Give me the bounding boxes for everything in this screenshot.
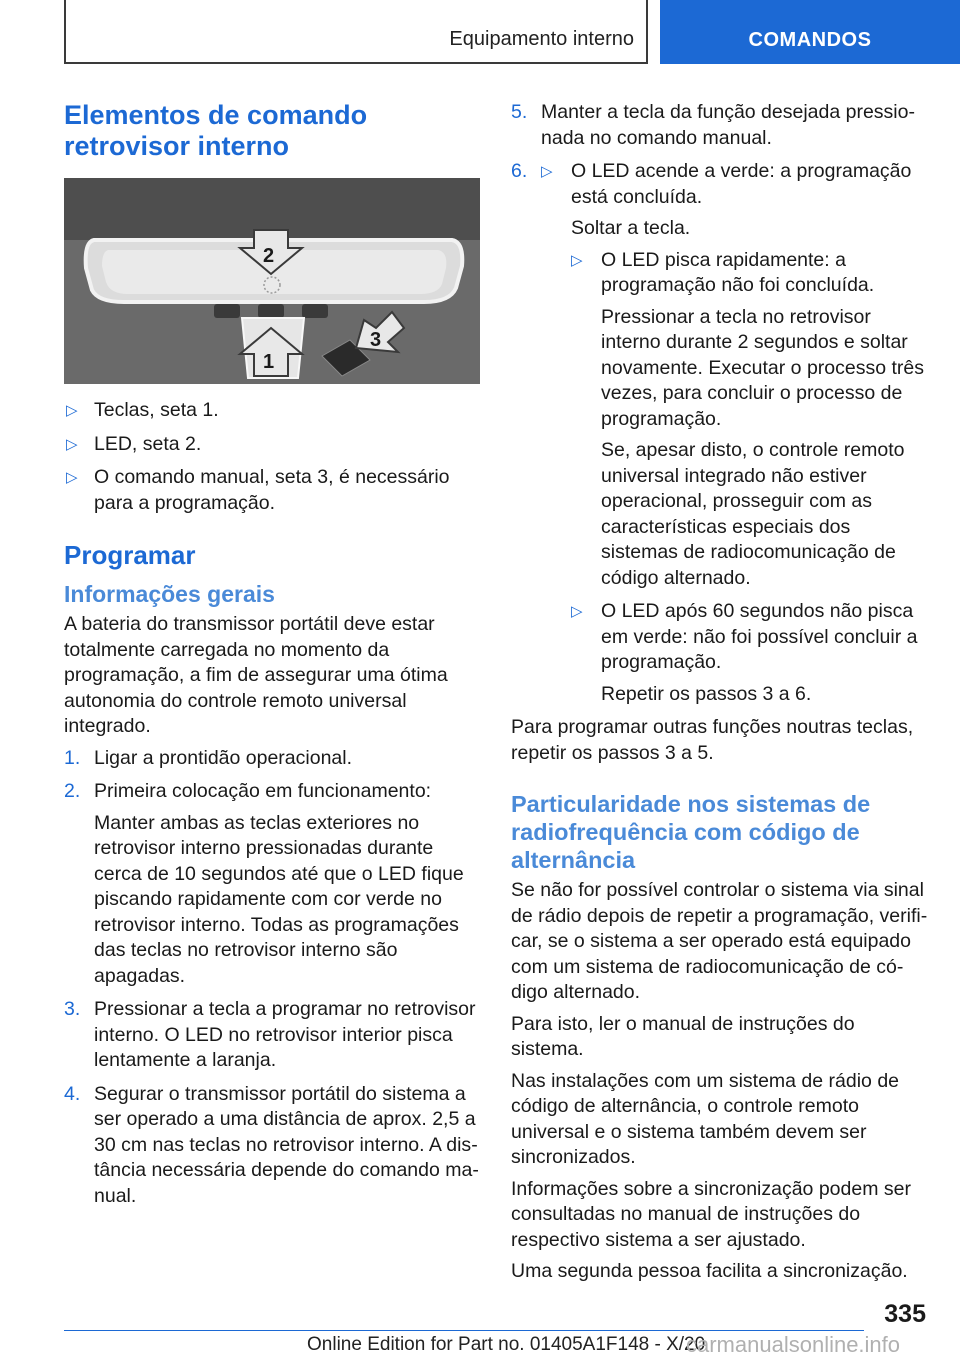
triangle-bullet-icon: ▷ — [66, 469, 78, 486]
page-number: 335 — [884, 1300, 926, 1328]
header-chapter-label: COMANDOS — [748, 28, 872, 51]
figure-label-1: 1 — [263, 351, 275, 373]
figure-legend-list — [64, 398, 480, 516]
figure-label-3: 3 — [370, 329, 382, 351]
left-column — [64, 100, 480, 1217]
page-title: Elementos de comando retrovisor interno — [64, 100, 368, 161]
subsection-title-particularidade: Particularidade nos sistemas de radiofrequência com código de alternância — [511, 791, 871, 873]
header-chapter-tab[interactable] — [660, 0, 960, 64]
list-item: ▷ Teclas, seta 1. — [64, 398, 480, 424]
intro-paragraph: A bateria do transmissor portátil deve estar totalmente carregada no momento da programação, a fim de assegurar uma ótima autonomia do controle remoto universal integrado. — [64, 613, 448, 737]
after-steps-paragraph: Para programar outras funções noutras teclas, repetir os passos 3 a 5. — [511, 716, 914, 764]
list-item: ▷ LED, seta 2. — [64, 432, 480, 458]
step-item: 2. Primeira colocação em funcionamento: Manter ambas as teclas exteriores no retrovisor interno pressionadas durante cerca de 10 segundos até que o LED fique piscando rapidamente com cor verde no retrovisor interno. Todas as programações das teclas no retrovisor interno são apagadas. — [64, 780, 464, 987]
section-title-programar: Programar — [64, 540, 196, 570]
paragraph: Informações sobre a sincronização podem ser consultadas no manual de instruções do respectivo sistema a ser ajustado. — [511, 1177, 911, 1251]
step-item: 3. Pressionar a tecla a programar no retrovisor interno. O LED no retrovisor interior pisca lentamente a laranja. — [64, 998, 476, 1071]
triangle-bullet-icon: ▷ — [571, 603, 583, 620]
figure-label-2: 2 — [263, 245, 275, 267]
paragraph: Uma segunda pessoa facilita a sincronização. — [511, 1260, 908, 1282]
triangle-bullet-icon: ▷ — [541, 163, 553, 180]
list-item: ▷ O LED pisca rapidamente: a programação não foi concluída. Pressionar a tecla no retrovisor interno durante 2 segundos e soltar novamente. Executar o processo três vezes, para concluir o processo de programação. Se, apesar disto, o controle remoto universal integrado não estiver operacional, prosseguir com as características especiais dos sistemas de radiocomunicação de código alternado. — [571, 248, 924, 589]
step-item: 5. Manter a tecla da função desejada pressionada no comando manual. — [511, 101, 915, 149]
programming-steps-continued — [511, 100, 929, 707]
step-item: 1. Ligar a prontidão operacional. — [64, 746, 353, 769]
watermark: carmanualsonline.info — [686, 1332, 901, 1357]
list-item: ▷ O LED após 60 segundos não pisca em verde: não foi possível concluir a programação. Repetir os passos 3 a 6. — [571, 600, 918, 705]
mirror-illustration — [64, 178, 480, 384]
mirror-drawing — [64, 178, 480, 384]
step-item: 6. ▷ O LED acende a verde: a programação está concluída. Soltar a tecla. ▷ O LED pisca rapidamente: a programação não foi concluída. Pressionar a tecla no retrovisor interno durante 2 segundos e soltar novamente. Executar o processo três vezes, para concluir o processo de programação. Se, apesar disto, o controle remoto universal integrado não estiver operacional, prosseguir com as características especiais dos sistemas de radiocomunicação de código alternado. ▷ O LED após 60 segundos não pisca em verde: não foi possível concluir a programação. Repetir os passos 3 a 6. — [511, 159, 929, 707]
header-frame — [64, 0, 648, 64]
paragraph: Nas instalações com um sistema de rádio de código de alternância, o controle remoto universal e o sistema também devem ser sincronizados. — [511, 1069, 900, 1168]
paragraph: Para isto, ler o manual de instruções do sistema. — [511, 1012, 855, 1060]
led-status-list — [571, 248, 929, 708]
triangle-bullet-icon: ▷ — [66, 402, 78, 419]
footer-divider — [64, 1330, 864, 1331]
list-item: ▷ O comando manual, seta 3, é necessário para a programação. — [66, 466, 450, 514]
footer-edition: Online Edition for Part no. 01405A1F148 - X/20 — [307, 1334, 706, 1355]
step-item: 4. Segurar o transmissor portátil do sistema a ser operado a uma distância de aprox. 2,5 a 30 cm nas teclas no retrovisor interno. A distância necessária depende do comando manual. — [64, 1082, 479, 1207]
header-section-title: Equipamento interno — [449, 28, 634, 50]
paragraph: Se não for possível controlar o sistema via sinal de rádio depois de repetir a programação, verificar, se o sistema a ser operado está equipado com um sistema de radiocomunicação de código alternado. — [511, 879, 928, 1003]
programming-steps — [64, 746, 480, 1210]
right-column — [511, 100, 929, 1291]
triangle-bullet-icon: ▷ — [571, 251, 583, 269]
subsection-title-informacoes: Informações gerais — [64, 581, 275, 607]
triangle-bullet-icon: ▷ — [66, 435, 78, 453]
